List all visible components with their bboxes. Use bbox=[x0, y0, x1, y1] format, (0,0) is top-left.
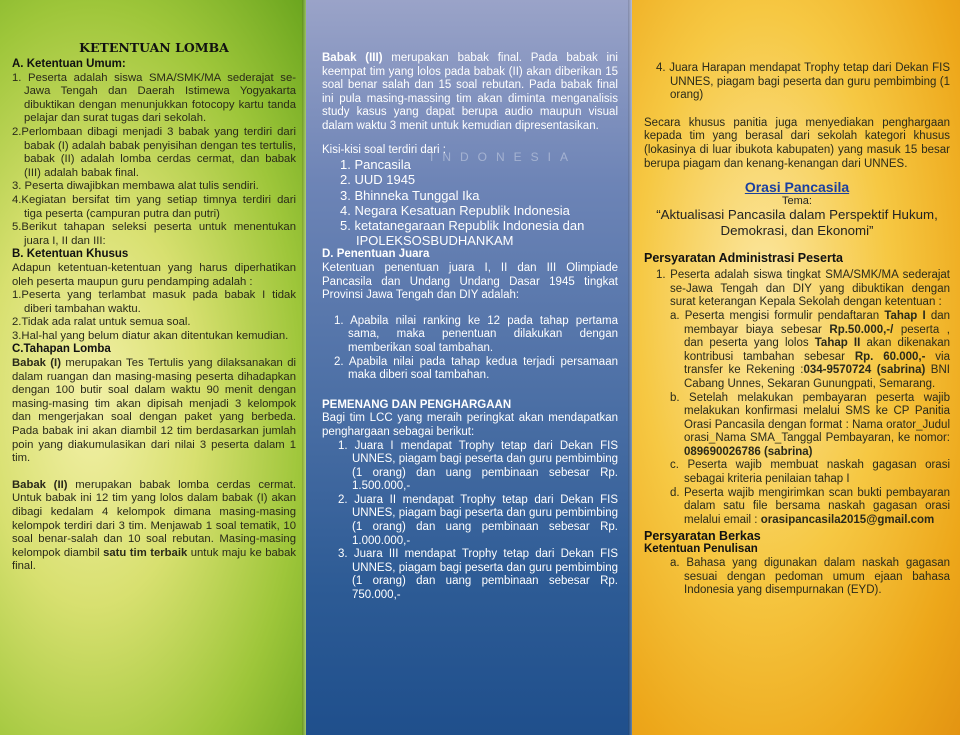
page-title: KETENTUAN LOMBA bbox=[79, 40, 229, 55]
kisi-item: 2. UUD 1945 bbox=[340, 172, 416, 188]
rule-item: 4.Kegiatan bersifat tim yang setiap timnya terdiri dari tiga peserta (campuran putra dan putri) bbox=[12, 193, 296, 220]
admin-d-text: d. Peserta wajib mengirimkan scan bukti pembayaran dalam satu file bersama naskah gagasan orasi melalui email : bbox=[670, 486, 950, 526]
bank-account: 034-9570724 (sabrina) bbox=[803, 364, 926, 377]
fee-1: Rp.50.000,-/ bbox=[829, 323, 894, 336]
prize-intro: Bagi tim LCC yang meraih peringkat akan mendapatkan penghargaan sebagai berikut: bbox=[322, 412, 618, 438]
juara-rule-item: 2. Apabila nilai pada tahap kedua terjadi persamaan maka diberi soal tambahan. bbox=[334, 355, 618, 382]
kisi-item: 1. Pancasila bbox=[340, 157, 411, 173]
babak-1-label: Babak (I) bbox=[12, 357, 61, 370]
prize-item: 3. Juara III mendapat Trophy tetap dari Dekan FIS UNNES, piagam bagi peserta dan guru pembimbing (1 orang) dan uang pembinaan sebesar Rp. 750.000,- bbox=[338, 548, 618, 602]
babak-3-text: merupakan babak final. Pada babak ini keempat tim yang lolos pada babak (II) akan diberikan 15 soal benar salah dan 15 soal rebutan. Pada babak final ini pula masing-massing tim akan diminta menganalisis study kasus yang dapat berupa audio maupun visual dalam waktu 3 menit untuk kemudian dipresentasikan. bbox=[322, 52, 618, 132]
column-left bbox=[0, 0, 306, 735]
rule-item: 3.Hal-hal yang belum diatur akan ditentukan kemudian. bbox=[12, 329, 289, 342]
admin-a-text: a. Peserta mengisi formulir pendaftaran bbox=[670, 309, 885, 322]
section-c-heading: C.Tahapan Lomba bbox=[12, 343, 111, 356]
rule-item: 2.Tidak ada ralat untuk semua soal. bbox=[12, 316, 191, 329]
admin-a-text: akan dikenakan kontribusi tambahan sebesar bbox=[684, 337, 950, 363]
tahap-1-label: Tahap I bbox=[884, 309, 926, 322]
penulisan-item-a: a. Bahasa yang digunakan dalam naskah gagasan sesuai dengan pedoman umum ejaan bahasa Indonesia yang disempurnakan (EYD). bbox=[670, 557, 950, 597]
admin-item-d bbox=[644, 487, 950, 528]
contact-email: orasipancasila2015@gmail.com bbox=[760, 513, 935, 526]
column-middle bbox=[306, 0, 632, 735]
admin-item-b bbox=[644, 392, 950, 460]
kisi-item: 3. Bhinneka Tunggal Ika bbox=[340, 187, 480, 203]
tema-text: “Aktualisasi Pancasila dalam Perspektif Hukum, Demokrasi, dan Ekonomi” bbox=[656, 207, 938, 239]
admin-a-text: peserta , dan peserta yang lolos bbox=[684, 323, 950, 350]
column-right bbox=[632, 0, 960, 735]
babak-1-text: merupakan Tes Tertulis yang dilaksanakan di dalam ruangan dan masing-masing peserta dihadapkan dengan 100 butir soal dalam waktu 90 menit dengan masing-masing tim akan dipisah menjadi 3 kelompok dan mengerjakan soal dengan paket yang berbeda. Pada babak ini akan diambil 12 tim berdasarkan jumlah poin yang diakumulasikan dari nilai 3 peserta dalam 1 tim. bbox=[12, 357, 296, 465]
penulisan-heading: Ketentuan Penulisan bbox=[644, 543, 758, 556]
section-d-text: Ketentuan penentuan juara I, II dan III Olimpiade Pancasila dan Undang Undang Dasar 1945 tingkat Provinsi Jawa Tengah dan DIY adalah: bbox=[322, 261, 618, 302]
admin-a-text: via transfer ke Rekening : bbox=[684, 350, 950, 377]
rule-item: 5.Berikut tahapan seleksi peserta untuk menentukan juara I, II dan III: bbox=[12, 221, 296, 247]
tema-label: Tema: bbox=[782, 195, 812, 208]
contact-phone: 089690026786 (sabrina) bbox=[684, 445, 813, 458]
berkas-heading: Persyaratan Berkas bbox=[644, 529, 761, 544]
kisi-heading: Kisi-kisi soal terdiri dari : bbox=[322, 143, 446, 156]
admin-item-a bbox=[644, 310, 950, 392]
orasi-title: Orasi Pancasila bbox=[744, 179, 850, 196]
kisi-item: 4. Negara Kesatuan Republik Indonesia bbox=[340, 202, 570, 218]
prize-heading: PEMENANG DAN PENGHARGAAN bbox=[322, 398, 512, 411]
tahap-2-label: Tahap II bbox=[814, 337, 861, 350]
admin-a-text: BNI Cabang Unnes, Sekaran Gunungpati, Semarang. bbox=[684, 364, 950, 390]
rule-item: 3. Peserta diwajibkan membawa alat tulis sendiri. bbox=[12, 180, 259, 193]
prize-item: 1. Juara I mendapat Trophy tetap dari Dekan FIS UNNES, piagam bagi peserta dan guru pembimbing (1 orang) dan uang pembinaan sebesar Rp. 1.500.000,- bbox=[338, 439, 618, 493]
babak-1-paragraph bbox=[12, 357, 296, 466]
section-d-heading: D. Penentuan Juara bbox=[322, 248, 430, 261]
admin-item-1: 1. Peserta adalah siswa tingkat SMA/SMK/MA sederajat se-Jawa Tengah dan DIY yang dibuktikan dengan surat keterangan Kepala Sekolah dengan ketentuan : bbox=[656, 269, 950, 309]
kisi-item: 5. ketatanegaraan Republik Indonesia dan bbox=[340, 217, 585, 233]
babak-2-label: Babak (II) bbox=[12, 478, 68, 491]
babak-3-label: Babak (III) bbox=[322, 52, 383, 64]
prize-item: 2. Juara II mendapat Trophy tetap dari Dekan FIS UNNES, piagam bagi peserta dan guru pembimbing (1 orang) dan uang pembinaan sebesar Rp. 1.000.000,- bbox=[338, 493, 618, 547]
babak-2-paragraph bbox=[12, 479, 296, 574]
section-b-heading: B. Ketentuan Khusus bbox=[12, 248, 129, 261]
admin-heading: Persyaratan Administrasi Peserta bbox=[644, 251, 843, 266]
juara-rule-item: 1. Apabila nilai ranking ke 12 pada tahap pertama sama, maka penentuan dilakukan dengan memberikan soal tambahan. bbox=[334, 314, 618, 354]
section-a-heading: A. Ketentuan Umum: bbox=[12, 58, 126, 70]
fee-2: Rp. 60.000,- bbox=[854, 350, 926, 363]
prize-item-4: 4. Juara Harapan mendapat Trophy tetap dari Dekan FIS UNNES, piagam bagi peserta dan guru pembimbing (1 orang) bbox=[656, 62, 950, 102]
section-b-intro: Adapun ketentuan-ketentuan yang harus diperhatikan oleh peserta maupun guru pendamping adalah : bbox=[12, 261, 296, 288]
admin-item-c: c. Peserta wajib membuat naskah gagasan orasi sebagai kriteria penilaian tahap I bbox=[670, 459, 950, 486]
special-award-text: Secara khusus panitia juga menyediakan penghargaan kepada tim yang berasal dari sekolah kategori khusus (lokasinya di luar ibukota kabupaten) yang masuk 15 besar berupa piagam dan kenang-kenangan dari UNNES. bbox=[644, 116, 950, 170]
babak-3-paragraph bbox=[322, 52, 618, 134]
rule-item: 2.Perlombaan dibagi menjadi 3 babak yang terdiri dari babak (I) adalah babak penyisihan dengan tes tertulis, babak (II) adalah lomba cerdas cermat, dan babak (III) adalah babak final. bbox=[12, 125, 296, 179]
babak-2-end: untuk maju ke babak final. bbox=[12, 546, 296, 573]
babak-2-text: merupakan babak lomba cerdas cermat. Untuk babak ini 12 tim yang lolos dalam babak (I) akan dibagi kedalam 4 kelompok dimana masing-masing kelompok terdiri dari 3 tim. Menjawab 1 soal tematik, 10 soal benar-salah dan 10 soal rebutan. Masing-masing kelompok diambil bbox=[12, 478, 296, 559]
rule-item: 1. Peserta adalah siswa SMA/SMK/MA sederajat se-Jawa Tengah dan Daerah Istimewa Yogyakarta dibuktikan dengan menunjukkan fotocopy kartu tanda pelajar dan surat tugas dari sekolah. bbox=[12, 71, 296, 125]
kisi-item: IPOLEKSOSBUDHANKAM bbox=[356, 233, 514, 249]
babak-2-bold: satu tim terbaik bbox=[103, 546, 188, 559]
indonesia-watermark: INDONESIA bbox=[430, 150, 578, 164]
admin-a-text: dan membayar biaya sebesar bbox=[684, 309, 951, 336]
admin-b-text: b. Setelah melakukan pembayaran peserta wajib melakukan konfirmasi melalui SMS ke CP Panitia Orasi Pancasila dengan format : Nama orator_Judul orasi_Nama SMA_Tanggal Pembayaran, ke nomor: bbox=[670, 391, 950, 445]
rule-item: 1.Peserta yang terlambat masuk pada babak I tidak diberi tambahan waktu. bbox=[12, 289, 296, 315]
